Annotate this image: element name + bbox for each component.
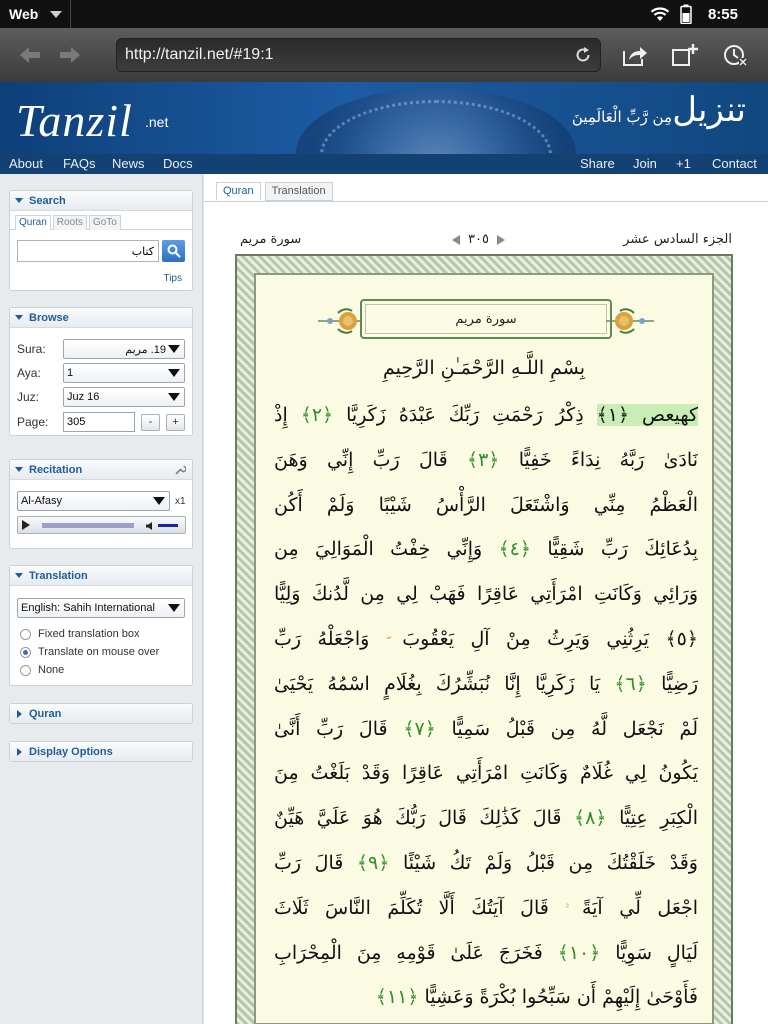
new-card-button[interactable] xyxy=(666,36,704,74)
verse-text: يَكُونُ لِي غُلَامٌ وَكَانَتِ امْرَأَتِي عَاقِرًا وَقَدْ بَلَغْتُ مِنَ xyxy=(274,762,698,785)
share-icon xyxy=(621,43,649,67)
radio-translate-mouseover[interactable] xyxy=(20,647,31,658)
tab-roots[interactable]: Roots xyxy=(53,215,87,230)
sura-label: Sura: xyxy=(17,342,46,356)
browser-toolbar xyxy=(0,28,768,82)
collapse-triangle-icon xyxy=(15,198,23,203)
dropdown-arrow-icon xyxy=(168,345,180,353)
option-none[interactable] xyxy=(20,664,64,676)
history-button[interactable] xyxy=(716,36,754,74)
collapse-triangle-icon xyxy=(15,315,23,320)
prev-page-icon[interactable] xyxy=(452,235,460,245)
verse-text: لَيَالٍ سَوِيًّا xyxy=(600,941,698,964)
browse-panel xyxy=(9,307,193,436)
forward-button[interactable] xyxy=(50,35,90,75)
display-options-header[interactable] xyxy=(10,742,192,761)
quran-page xyxy=(254,273,714,1024)
quran-page-frame xyxy=(235,254,733,1024)
dropdown-arrow-icon xyxy=(168,369,180,377)
verse-text: الْكِبَرِ عِتِيًّا xyxy=(606,807,698,830)
sura-name-header: سورة مريم xyxy=(240,232,302,247)
dropdown-arrow-icon xyxy=(153,497,165,505)
search-input[interactable] xyxy=(17,240,159,262)
verse-line-2[interactable] xyxy=(274,438,698,483)
site-logo[interactable]: Tanzil xyxy=(16,95,133,146)
recitation-panel-title: Recitation xyxy=(29,463,83,476)
nav-docs[interactable]: Docs xyxy=(163,156,193,171)
radio-none[interactable] xyxy=(20,665,31,676)
app-menu-label[interactable]: Web xyxy=(9,6,39,22)
verse-text: الْعَظْمُ مِنِّي وَاشْتَعَلَ الرَّأْسُ شَيْبًا وَلَمْ أَكُن xyxy=(274,493,698,516)
radio-fixed-translation[interactable] xyxy=(20,629,31,640)
sidebar xyxy=(0,174,203,1024)
verse-line-5[interactable] xyxy=(274,572,698,617)
address-bar[interactable] xyxy=(116,38,601,72)
verse-text: فَخَرَجَ عَلَىٰ قَوْمِهِ مِنَ الْمِحْرَابِ xyxy=(274,941,558,964)
verse-text: يَا زَكَرِيَّا إِنَّا نُبَشِّرُكَ بِغُلَامٍ اسْمُهُ يَحْيَىٰ xyxy=(274,672,615,695)
aya-select-value: 1 xyxy=(67,367,74,379)
dropdown-arrow-icon xyxy=(168,393,180,401)
device-status-bar xyxy=(0,0,768,28)
verse-line-12[interactable] xyxy=(274,886,698,931)
verse-line-8[interactable] xyxy=(274,707,698,752)
tab-quran[interactable]: Quran xyxy=(216,182,261,201)
tab-translation[interactable]: Translation xyxy=(265,182,333,201)
battery-icon xyxy=(680,4,692,24)
sura-title: سورة مريم xyxy=(455,311,517,327)
translation-panel-title: Translation xyxy=(29,569,88,582)
verse-text: رَضِيًّا xyxy=(646,672,698,695)
next-page-icon[interactable] xyxy=(497,235,505,245)
juz-name-header: الجزء السادس عشر xyxy=(623,232,732,247)
verse-number: ﴿١١﴾ xyxy=(375,986,419,1009)
verse-line-3[interactable] xyxy=(274,483,698,528)
reload-icon xyxy=(574,46,592,64)
search-icon xyxy=(167,244,181,258)
add-card-icon xyxy=(671,43,699,67)
verse-number: ﴿٢﴾ xyxy=(300,404,334,426)
reciter-select[interactable] xyxy=(17,491,170,511)
collapse-triangle-icon xyxy=(15,573,23,578)
verse-line-11[interactable] xyxy=(274,841,698,886)
audio-player xyxy=(17,516,186,534)
nav-plus-one[interactable]: +1 xyxy=(676,156,691,171)
verse-number: ﴿٨﴾ xyxy=(574,807,607,830)
tab-goto[interactable]: GoTo xyxy=(89,215,121,230)
nav-contact[interactable]: Contact xyxy=(712,156,757,171)
tab-divider xyxy=(204,201,768,202)
status-divider xyxy=(70,0,71,28)
verse-text: ﴿٥﴾ يَرِثُنِي وَيَرِثُ مِنْ آلِ يَعْقُوبَ xyxy=(385,627,698,650)
verse-number: ﴿٤﴾ xyxy=(498,538,532,561)
option-label: None xyxy=(38,664,65,676)
search-panel xyxy=(9,190,193,291)
back-arrow-icon xyxy=(18,45,42,65)
verse-text: فَأَوْحَىٰ إِلَيْهِمْ أَن سَبِّحُوا بُكْرَةً وَعَشِيًّا xyxy=(418,986,698,1009)
expand-triangle-icon xyxy=(17,748,22,756)
playback-speed[interactable]: x1 xyxy=(175,495,186,507)
share-page-button[interactable] xyxy=(616,36,654,74)
page-header xyxy=(240,232,732,250)
juz-select-value: Juz 16 xyxy=(67,391,100,403)
volume-icon[interactable] xyxy=(145,521,155,531)
verse-line-4[interactable] xyxy=(274,527,698,572)
main-content xyxy=(204,174,768,1024)
quran-panel[interactable] xyxy=(9,703,193,724)
translation-panel-header[interactable] xyxy=(10,566,192,586)
verse-text: قَالَ آيَتُكَ أَلَّا تُكَلِّمَ النَّاسَ ثَلَاثَ xyxy=(274,896,566,919)
verse-text: قَالَ رَبِّ أَنَّىٰ xyxy=(274,717,404,740)
verse-line-13[interactable] xyxy=(274,931,698,976)
verses-block xyxy=(274,393,698,1020)
highlighted-verse[interactable]: كهيعص ﴿١﴾ xyxy=(596,404,698,426)
verse-number: ﴿٦﴾ xyxy=(614,672,647,695)
verse-text: قَالَ رَبِّ xyxy=(274,851,357,874)
search-button[interactable] xyxy=(162,240,185,262)
sura-banner xyxy=(316,299,656,343)
aya-select[interactable] xyxy=(63,363,185,383)
basmala: بِسْمِ اللَّـهِ الرَّحْمَـٰنِ الرَّحِيمِ xyxy=(382,357,586,379)
play-icon[interactable] xyxy=(22,520,30,530)
reciter-select-value: Al-Afasy xyxy=(21,495,62,507)
history-icon xyxy=(721,43,749,67)
display-options-panel[interactable] xyxy=(9,741,193,762)
verse-text: قَالَ كَذَٰلِكَ قَالَ رَبُّكَ هُوَ عَلَيَّ هَيِّنٌ xyxy=(274,807,575,830)
arabic-tagline: مِن رَّبِّ الْعَالَمِينَ xyxy=(571,108,672,126)
search-panel-header[interactable] xyxy=(10,191,192,211)
sura-select-value: 19. مريم xyxy=(125,344,166,356)
collapse-triangle-icon xyxy=(15,467,23,472)
site-header xyxy=(0,82,768,154)
floral-ornament-icon xyxy=(604,303,656,339)
verse-text: وَإِنِّي خِفْتُ الْمَوَالِيَ مِن xyxy=(274,538,499,561)
verse-text: بِدُعَائِكَ رَبِّ شَقِيًّا xyxy=(531,538,698,561)
verse-number: ﴿٩﴾ xyxy=(356,851,390,874)
display-options-title: Display Options xyxy=(29,745,113,758)
translation-select[interactable] xyxy=(17,598,185,618)
page-minus-button[interactable]: - xyxy=(141,414,160,431)
browse-panel-header[interactable] xyxy=(10,308,192,328)
option-fixed-translation[interactable] xyxy=(20,628,140,640)
search-tips-link[interactable]: Tips xyxy=(163,273,182,284)
reload-button[interactable] xyxy=(566,38,600,72)
clock: 8:55 xyxy=(707,5,738,23)
verse-line-6[interactable] xyxy=(274,617,698,662)
page-plus-button[interactable]: + xyxy=(166,414,185,431)
juz-select[interactable] xyxy=(63,387,185,407)
back-button[interactable] xyxy=(10,35,50,75)
wifi-icon xyxy=(650,6,670,22)
search-tabs xyxy=(10,211,192,230)
quran-panel-header[interactable] xyxy=(10,704,192,723)
verse-line-14[interactable] xyxy=(274,975,698,1020)
volume-slider[interactable] xyxy=(158,524,178,527)
verse-text: وَقَدْ خَلَقْتُكَ مِن قَبْلُ وَلَمْ تَكُ شَيْئًا xyxy=(389,851,698,874)
verse-number: ﴿٧﴾ xyxy=(403,717,436,740)
verse-number: ﴿٣﴾ xyxy=(466,448,500,471)
verse-text: وَاجْعَلْهُ رَبِّ xyxy=(274,627,386,650)
dropdown-arrow-icon xyxy=(168,604,180,612)
browse-panel-title: Browse xyxy=(29,311,69,324)
app-menu-caret-icon[interactable] xyxy=(50,11,62,18)
recitation-panel xyxy=(9,459,193,549)
option-label: Translate on mouse over xyxy=(38,646,160,658)
verse-text: لَمْ نَجْعَل لَّهُ مِن قَبْلُ سَمِيًّا xyxy=(435,717,698,740)
verse-number: ﴿١٠﴾ xyxy=(557,941,601,964)
nav-about[interactable]: About xyxy=(9,156,43,171)
nav-faqs[interactable]: FAQs xyxy=(63,156,96,171)
site-nav xyxy=(0,154,768,174)
option-translate-mouseover[interactable] xyxy=(20,646,159,658)
site-logo-suffix: .net xyxy=(145,114,169,130)
aya-label: Aya: xyxy=(17,366,41,380)
translation-select-value: English: Sahih International xyxy=(21,602,155,614)
verse-text: وَرَائِي وَكَانَتِ امْرَأَتِي عَاقِرًا فَهَبْ لِي مِن لَّدُنكَ وَلِيًّا xyxy=(274,583,698,606)
sura-select[interactable] xyxy=(63,339,185,359)
verse-line-10[interactable] xyxy=(274,796,698,841)
page-number: ٣٠٥ xyxy=(468,232,489,247)
translation-panel xyxy=(9,565,193,686)
verse-text: ذِكْرُ رَحْمَتِ رَبِّكَ عَبْدَهُ زَكَرِيَّا xyxy=(333,404,597,426)
verse-text: إِذْ xyxy=(274,404,301,426)
verse-text: نَادَىٰ رَبَّهُ نِدَاءً خَفِيًّا xyxy=(499,448,698,471)
quran-panel-title: Quran xyxy=(29,707,62,720)
recitation-panel-header[interactable] xyxy=(10,460,192,480)
page-input[interactable] xyxy=(63,412,135,432)
nav-share[interactable]: Share xyxy=(580,156,615,171)
expand-triangle-icon xyxy=(17,710,22,718)
verse-line-1[interactable] xyxy=(274,393,698,438)
nav-join[interactable]: Join xyxy=(633,156,657,171)
url-input[interactable] xyxy=(117,46,566,64)
option-label: Fixed translation box xyxy=(38,628,140,640)
wrench-icon[interactable] xyxy=(175,464,186,475)
verse-text: قَالَ رَبِّ إِنِّي وَهَنَ xyxy=(274,448,467,471)
audio-progress-track[interactable] xyxy=(42,523,134,528)
verse-text: اجْعَل لِّي آيَةً xyxy=(565,896,698,919)
nav-news[interactable]: News xyxy=(112,156,145,171)
forward-arrow-icon xyxy=(58,45,82,65)
verse-line-7[interactable] xyxy=(274,662,698,707)
verse-line-9[interactable] xyxy=(274,751,698,796)
page-label: Page: xyxy=(17,415,49,429)
page-navigator xyxy=(452,232,505,247)
arabic-logo: تنزيل xyxy=(672,90,746,130)
content-tabs xyxy=(216,182,333,201)
search-panel-title: Search xyxy=(29,194,66,207)
tab-quran-search[interactable]: Quran xyxy=(15,215,51,230)
juz-label: Juz: xyxy=(17,390,40,404)
